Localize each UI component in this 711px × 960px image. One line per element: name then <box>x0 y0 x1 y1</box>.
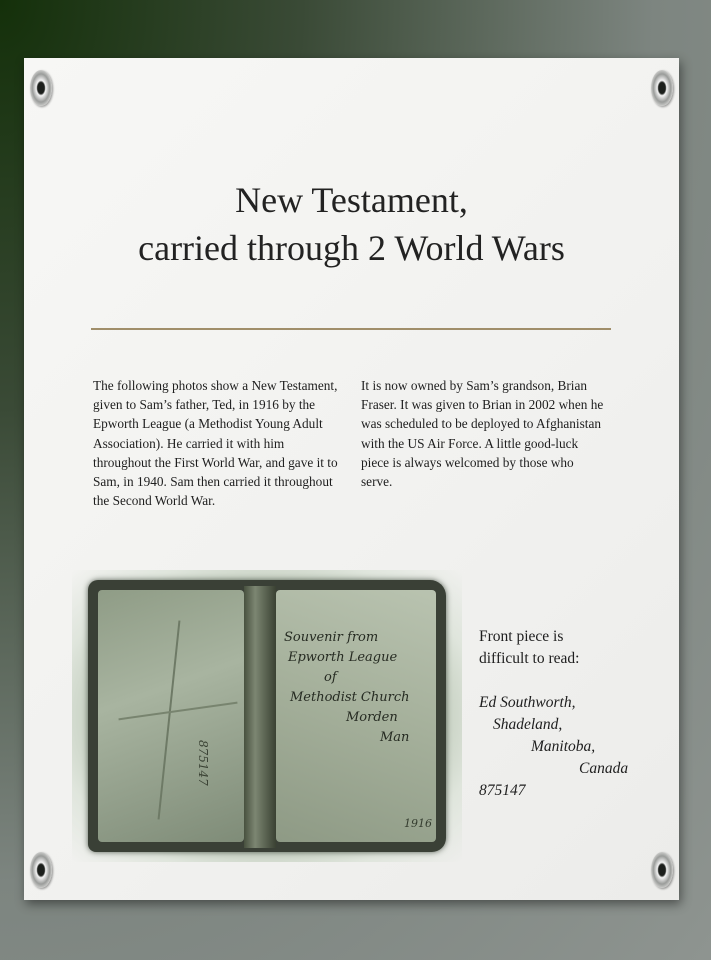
address-line: Manitoba, <box>531 738 596 755</box>
address-line: Ed Southworth, <box>479 694 576 711</box>
book-image <box>88 580 446 852</box>
caption-address <box>479 692 659 802</box>
caption-intro-2: difficult to read: <box>479 650 580 667</box>
poster-board <box>24 58 679 900</box>
book-left-page <box>98 590 244 842</box>
rivet-icon-top-right <box>651 70 673 106</box>
rivet-icon-bottom-left <box>30 852 52 888</box>
left-column-paragraph: The following photos show a New Testament, given to Sam’s father, Ted, in 1916 by the Epworth League (a Methodist Young Adult Association). He carried it with him throughout the First World War, and gave it to Sam, in 1940. Sam then carried it throughout the Second World War. <box>93 378 338 509</box>
title-line-1: New Testament, <box>235 180 468 220</box>
page-title <box>24 176 679 272</box>
photo-caption <box>479 626 659 802</box>
address-line: Canada <box>579 760 629 777</box>
handwritten-year: 1916 <box>404 817 432 830</box>
caption-intro-1: Front piece is <box>479 628 564 645</box>
inscription-line: Morden <box>346 710 398 725</box>
handwritten-inscription <box>284 628 434 748</box>
inscription-line: Souvenir from <box>284 630 379 645</box>
bible-photo <box>72 570 462 862</box>
inscription-line: Epworth League <box>288 650 398 665</box>
address-line: Shadeland, <box>493 716 563 733</box>
inscription-line: Man <box>380 730 410 745</box>
address-line: 875147 <box>479 782 526 799</box>
handwritten-number: 875147 <box>196 740 210 786</box>
inscription-line: Methodist Church <box>290 690 410 705</box>
title-line-2: carried through 2 World Wars <box>138 228 565 268</box>
rivet-icon-top-left <box>30 70 52 106</box>
book-spine <box>244 586 276 848</box>
inscription-line: of <box>324 670 337 685</box>
book-right-page <box>276 590 436 842</box>
right-column-paragraph: It is now owned by Sam’s grandson, Brian Fraser. It was given to Brian in 2002 when he was scheduled to be deployed to Afghanistan with the US Air Force. A little good-luck piece is always welcomed by those who serve. <box>361 378 604 490</box>
title-divider <box>91 328 611 330</box>
rivet-icon-bottom-right <box>651 852 673 888</box>
